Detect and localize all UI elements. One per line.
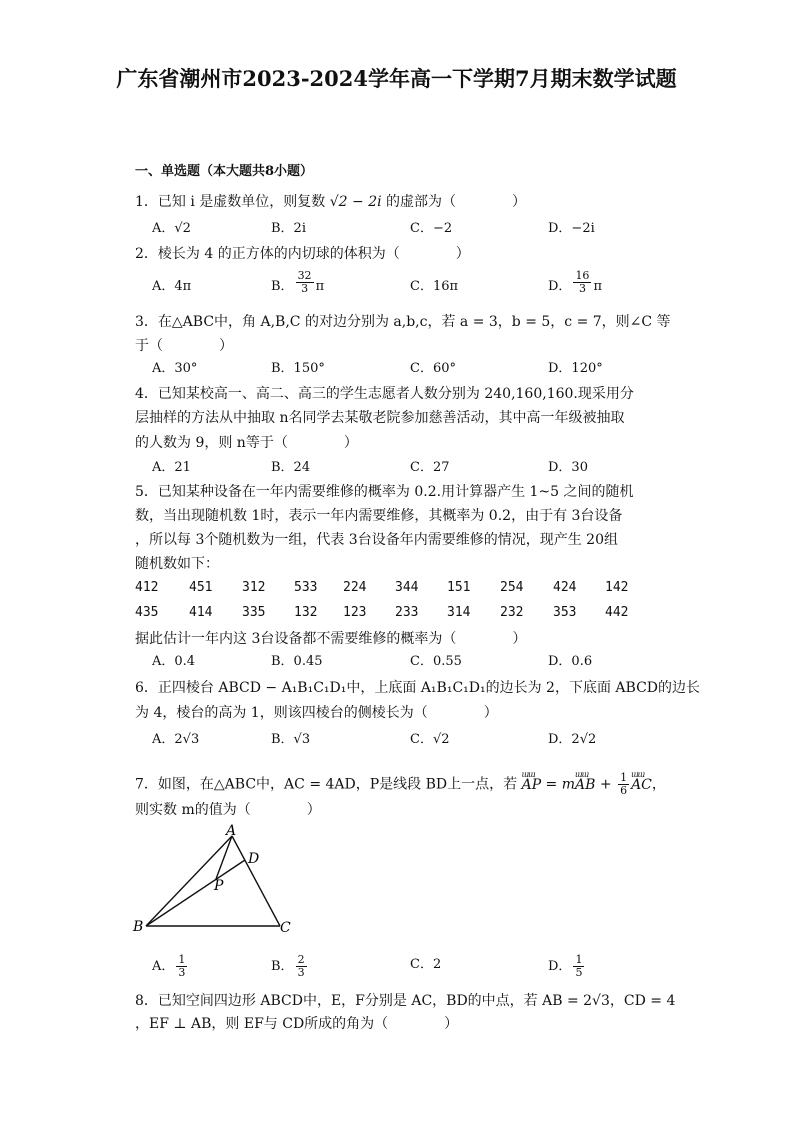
q3-option-a: A．30° [152,361,198,376]
q4-option-b: B．24 [271,460,311,475]
question-3-line-2: 于（ ） [135,338,233,354]
question-4-line-3: 的人数为 9，则 n等于（ ） [135,435,358,451]
vertex-label-a: A [226,823,237,839]
question-5-line-3: ，所以每 3个随机数为一组，代表 3台设备年内需要维修的情况，现产生 20组 [135,532,618,548]
question-6-line-1: 6．正四棱台 ABCD − A₁B₁C₁D₁中，上底面 A₁B₁C₁D₁的边长为 2，下底面 ABCD的边长 [135,680,701,696]
question-8-line-2: ，EF ⊥ AB，则 EF与 CD所成的角为（ ） [135,1016,459,1032]
q2-option-d: D． $\frac{16}{3}$ π [548,269,602,295]
random-number: 312 [242,580,266,595]
q6-option-c: C．√2 [410,732,450,747]
q7-option-a: A． $\frac{1}{3}$ [152,953,186,979]
question-8-line-1: 8．已知空间四边形 ABCD中，E，F分别是 AC，BD的中点，若 AB = 2√3，CD = 4 [135,993,676,1009]
question-3-options [135,358,695,380]
random-number: 123 [343,605,367,620]
q1-option-d: D．−2i [548,221,595,236]
q1-option-b: B．2i [271,221,306,236]
random-number: 442 [605,605,629,620]
random-number: 533 [294,580,318,595]
q2-option-c: C．16π [410,279,459,294]
random-number-row-2 [135,605,695,625]
random-number: 344 [395,580,419,595]
q7-option-c: C．2 [410,957,442,972]
random-number: 414 [189,605,213,620]
vertex-label-b: B [133,919,144,935]
question-4-line-1: 4．已知某校高一、高二、高三的学生志愿者人数分别为 240,160,160.现采用分 [135,386,634,402]
question-5-line-2: 数，当出现随机数 1时，表示一年内需要维修，其概率为 0.2，由于有 3台设备 [135,508,623,524]
question-2-options [135,269,695,298]
question-4-line-2: 层抽样的方法从中抽取 n名同学去某敬老院参加慈善活动，其中高一年级被抽取 [135,410,625,426]
random-number: 424 [553,580,577,595]
q7-option-d: D． $\frac{1}{5}$ [548,953,583,979]
q5-option-a: A．0.4 [152,654,196,669]
question-5-line-4: 随机数如下： [135,556,219,572]
random-number: 412 [135,580,159,595]
q2-option-a: A．4π [152,279,192,294]
random-number: 353 [553,605,577,620]
section-heading: 一、单选题（本大题共8小题） [135,164,314,179]
q4-option-c: C．27 [410,460,450,475]
random-number: 142 [605,580,629,595]
question-2-stem: 2．棱长为 4 的正方体的内切球的体积为（ ） [135,246,470,262]
random-number: 451 [189,580,213,595]
random-number: 435 [135,605,159,620]
question-7-options [135,953,695,979]
q1-option-c: C．−2 [410,221,453,236]
random-number: 151 [447,580,471,595]
question-6-line-2: 为 4，棱台的高为 1，则该四棱台的侧棱长为（ ） [135,705,498,721]
question-1-stem: 1．已知 i 是虚数单位，则复数 √2 − 2i 的虚部为（ ） [135,194,527,210]
point-label-p: P [214,878,224,894]
q6-option-a: A．2√3 [152,732,200,747]
q1-expression: √2 − 2i [329,194,382,210]
question-1-options [135,218,695,240]
q5-option-d: D．0.6 [548,654,593,669]
question-5-line-5: 据此估计一年内这 3台设备都不需要维修的概率为（ ） [135,631,527,647]
question-7-line-2: 则实数 m的值为（ ） [135,802,321,818]
random-number: 224 [343,580,367,595]
random-number: 233 [395,605,419,620]
triangle-figure [128,822,298,938]
q1-option-a: A．√2 [152,221,191,236]
q5-option-c: C．0.55 [410,654,462,669]
q6-option-d: D．2√2 [548,732,597,747]
q3-option-b: B．150° [271,361,325,376]
question-5-line-1: 5．已知某种设备在一年内需要维修的概率为 0.2.用计算器产生 1~5 之间的随机 [135,484,634,500]
question-6-options [135,729,695,751]
q7-option-b: B． $\frac{2}{3}$ [271,953,305,979]
random-number: 254 [500,580,524,595]
q2-option-b: B． $\frac{32}{3}$ π [271,269,325,295]
random-number: 232 [500,605,524,620]
q3-option-c: C．60° [410,361,456,376]
question-7-line-1: 7．如图，在△ABC中，AC = 4AD，P是线段 BD上一点，若 ɯɯ AP = m ɯɯ AB + $\frac{1}{6}$ ɯɯ AC， [135,769,666,797]
q6-option-b: B．√3 [271,732,311,747]
random-number: 314 [447,605,471,620]
question-3-line-1: 3．在△ABC中，角 A,B,C 的对边分别为 a,b,c，若 a = 3，b = 5，c = 7，则∠C 等 [135,314,671,330]
vertex-label-c: C [280,920,291,936]
q4-option-a: A．21 [152,460,191,475]
exam-title: 广东省潮州市2023-2024学年高一下学期7月期末数学试题 [116,66,677,91]
question-4-options [135,457,695,479]
question-5-options [135,651,695,673]
q3-option-d: D．120° [548,361,603,376]
vertex-label-d: D [248,851,260,867]
q5-option-b: B．0.45 [271,654,323,669]
q4-option-d: D．30 [548,460,588,475]
random-number: 335 [242,605,266,620]
random-number: 132 [294,605,318,620]
random-number-row-1 [135,580,695,600]
